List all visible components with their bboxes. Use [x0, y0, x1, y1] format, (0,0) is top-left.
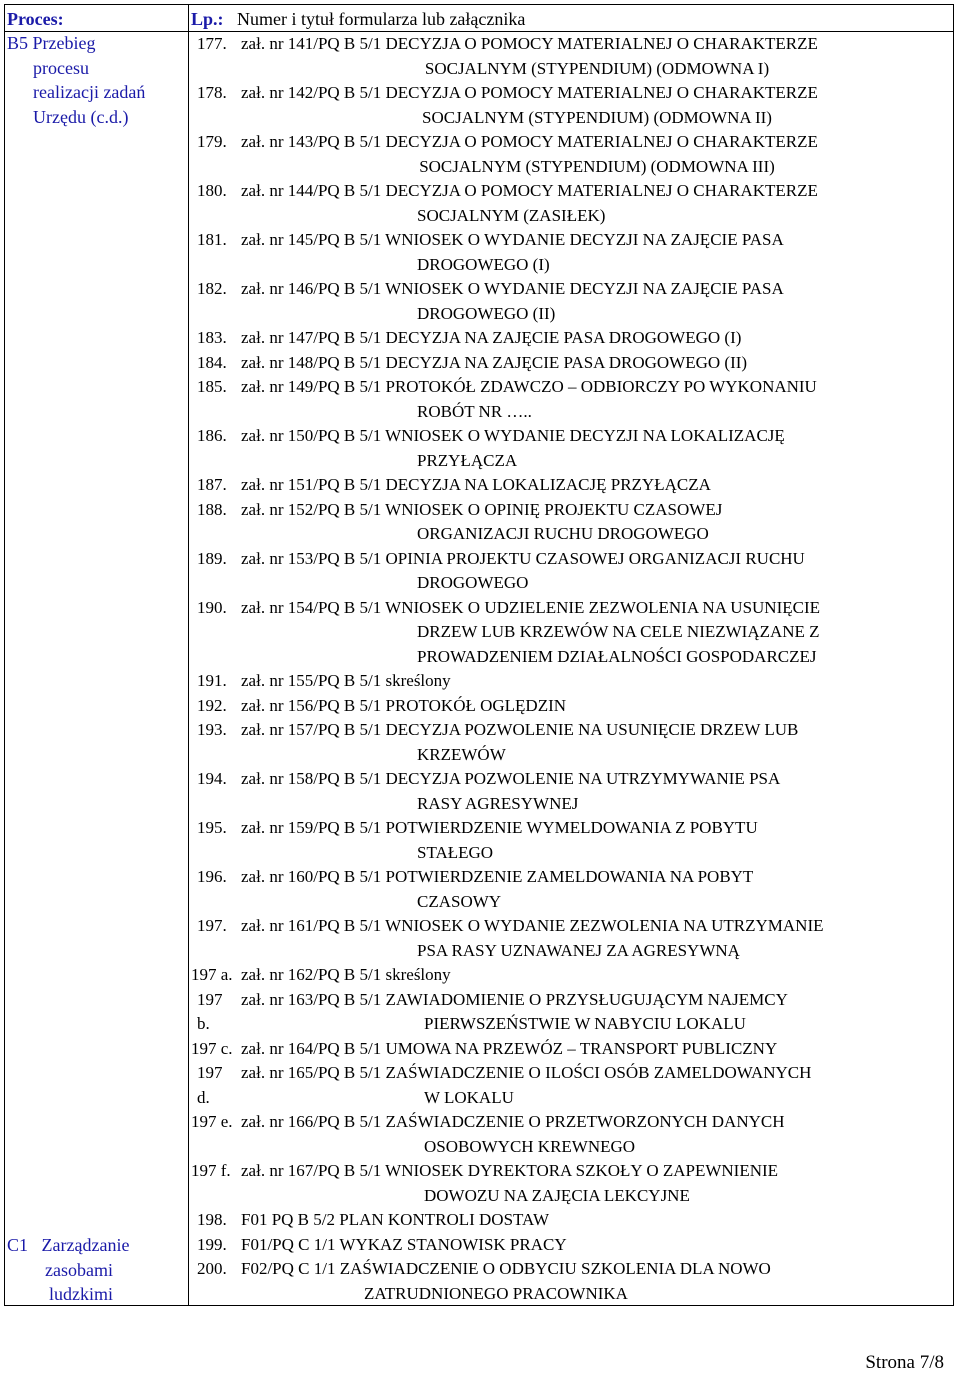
row-title-cont: PRZYŁĄCZA	[417, 450, 518, 470]
row-number: 183.	[197, 328, 227, 347]
row-title: zał. nr 153/PQ B 5/1 OPINIA PROJEKTU CZASOWEJ ORGANIZACJI RUCHU	[241, 548, 805, 568]
row-number: 191.	[197, 671, 227, 690]
table-row	[189, 375, 953, 424]
row-title: F02/PQ C 1/1 ZAŚWIADCZENIE O ODBYCIU SZKOLENIA DLA NOWO	[241, 1259, 771, 1278]
row-number: 189.	[197, 548, 227, 568]
row-title-cont: RASY AGRESYWNEJ	[417, 793, 579, 813]
row-title: F01 PQ B 5/2 PLAN KONTROLI DOSTAW	[241, 1210, 550, 1229]
row-title: zał. nr 156/PQ B 5/1 PROTOKÓŁ OGLĘDZIN	[241, 695, 567, 715]
table-row	[189, 963, 953, 988]
row-title: zał. nr 146/PQ B 5/1 WNIOSEK O WYDANIE DECYZJI NA ZAJĘCIE PASA	[241, 279, 784, 298]
row-title: zał. nr 144/PQ B 5/1 DECYZJA O POMOCY MATERIALNEJ O CHARAKTERZE	[241, 181, 818, 200]
row-title-cont: PIERWSZEŃSTWIE W NABYCIU LOKALU	[424, 1014, 746, 1033]
form-rows	[189, 32, 953, 1306]
row-number: 184.	[197, 352, 227, 372]
process-c1	[5, 1233, 187, 1307]
row-number: 198.	[197, 1210, 227, 1229]
row-number: 199.	[197, 1234, 227, 1254]
row-title: zał. nr 160/PQ B 5/1 POTWIERDZENIE ZAMELDOWANIA NA POBYT	[241, 867, 754, 886]
table-row	[189, 547, 953, 596]
table-row	[189, 1061, 953, 1110]
table-row	[189, 1208, 953, 1233]
process-line: procesu	[33, 57, 89, 78]
table-row	[189, 596, 953, 670]
table-row	[189, 179, 953, 228]
row-title: zał. nr 149/PQ B 5/1 PROTOKÓŁ ZDAWCZO – ODBIORCZY PO WYKONANIU	[241, 377, 817, 396]
table-row	[189, 865, 953, 914]
table-row	[189, 473, 953, 498]
form-list-table	[4, 4, 954, 1306]
row-number: 197 e.	[191, 1112, 233, 1131]
row-title: zał. nr 157/PQ B 5/1 DECYZJA POZWOLENIE NA USUNIĘCIE DRZEW LUB	[241, 720, 799, 739]
row-number: 180.	[197, 181, 227, 200]
header-proces: Proces:	[7, 9, 64, 29]
row-title-cont: ORGANIZACJI RUCHU DROGOWEGO	[417, 524, 709, 543]
row-title-cont: STAŁEGO	[417, 842, 494, 862]
row-title-cont: SOCJALNYM (STYPENDIUM) (ODMOWNA I)	[424, 58, 770, 78]
process-line: B5 Przebieg	[7, 33, 96, 53]
table-row	[189, 1110, 953, 1159]
process-line: ludzkimi	[49, 1284, 113, 1305]
row-title: zał. nr 155/PQ B 5/1 skreślony	[241, 671, 451, 690]
table-row	[189, 1233, 953, 1258]
row-title: zał. nr 158/PQ B 5/1 DECYZJA POZWOLENIE NA UTRZYMYWANIE PSA	[241, 769, 781, 788]
row-number: 188.	[197, 499, 227, 519]
row-title: zał. nr 147/PQ B 5/1 DECYZJA NA ZAJĘCIE PASA DROGOWEGO (I)	[241, 328, 742, 347]
row-title: zał. nr 167/PQ B 5/1 WNIOSEK DYREKTORA SZKOŁY O ZAPEWNIENIE	[241, 1161, 779, 1180]
table-row	[189, 424, 953, 473]
row-title: zał. nr 150/PQ B 5/1 WNIOSEK O WYDANIE DECYZJI NA LOKALIZACJĘ	[241, 426, 785, 445]
table-row	[189, 326, 953, 351]
process-b5	[5, 31, 187, 129]
process-line: C1 Zarządzanie	[7, 1235, 130, 1255]
table-row	[189, 1037, 953, 1062]
row-title-cont: CZASOWY	[417, 891, 502, 911]
row-number: 200.	[197, 1259, 227, 1278]
row-number: 185.	[197, 377, 227, 396]
row-number: 196.	[197, 867, 227, 886]
row-title-cont: W LOKALU	[424, 1087, 514, 1107]
header-title: Numer i tytuł formularza lub załącznika	[237, 9, 526, 29]
row-number: 186.	[197, 426, 227, 445]
row-title: zał. nr 142/PQ B 5/1 DECYZJA O POMOCY MATERIALNEJ O CHARAKTERZE	[241, 83, 818, 102]
row-number-part: d.	[197, 1087, 210, 1107]
row-number: 177.	[197, 34, 227, 53]
table-row	[189, 767, 953, 816]
row-title-cont: OSOBOWYCH KREWNEGO	[424, 1136, 636, 1156]
table-row	[189, 988, 953, 1037]
table-row	[189, 277, 953, 326]
table-row	[189, 1257, 953, 1306]
table-row	[189, 130, 953, 179]
table-row	[189, 32, 953, 81]
row-number: 197.	[197, 916, 227, 935]
row-title-cont: DOWOZU NA ZAJĘCIA LEKCYJNE	[424, 1185, 690, 1205]
row-title-cont: PROWADZENIEM DZIAŁALNOŚCI GOSPODARCZEJ	[417, 646, 817, 666]
process-line: realizacji zadań	[33, 82, 146, 103]
table-row	[189, 914, 953, 963]
row-number: 179.	[197, 132, 227, 151]
table-row	[189, 669, 953, 694]
row-title-cont: DRZEW LUB KRZEWÓW NA CELE NIEZWIĄZANE Z	[417, 622, 820, 641]
row-title: zał. nr 154/PQ B 5/1 WNIOSEK O UDZIELENIE ZEZWOLENIA NA USUNIĘCIE	[241, 597, 821, 617]
table-row	[189, 718, 953, 767]
row-number: 195.	[197, 818, 227, 837]
row-title: zał. nr 143/PQ B 5/1 DECYZJA O POMOCY MATERIALNEJ O CHARAKTERZE	[241, 132, 818, 151]
row-title: zał. nr 152/PQ B 5/1 WNIOSEK O OPINIĘ PROJEKTU CZASOWEJ	[241, 499, 723, 519]
row-title: zał. nr 151/PQ B 5/1 DECYZJA NA LOKALIZACJĘ PRZYŁĄCZA	[241, 475, 711, 494]
row-number: 197 f.	[191, 1161, 231, 1180]
row-number: 187.	[197, 475, 227, 494]
row-number: 193.	[197, 720, 227, 739]
table-row	[189, 694, 953, 719]
row-title-cont: KRZEWÓW	[417, 744, 506, 764]
row-number-part: 197	[197, 989, 223, 1009]
table-row	[189, 498, 953, 547]
row-number-part: 197	[197, 1063, 223, 1082]
row-title: zał. nr 161/PQ B 5/1 WNIOSEK O WYDANIE ZEZWOLENIA NA UTRZYMANIE	[241, 916, 824, 935]
process-line: zasobami	[45, 1259, 113, 1280]
row-number	[197, 1061, 241, 1110]
row-title: zał. nr 163/PQ B 5/1 ZAWIADOMIENIE O PRZYSŁUGUJĄCYM NAJEMCY	[241, 989, 788, 1009]
table-row	[189, 228, 953, 277]
row-title: zał. nr 165/PQ B 5/1 ZAŚWIADCZENIE O ILOŚCI OSÓB ZAMELDOWANYCH	[241, 1063, 812, 1082]
row-title: zał. nr 145/PQ B 5/1 WNIOSEK O WYDANIE DECYZJI NA ZAJĘCIE PASA	[241, 230, 784, 249]
row-title: F01/PQ C 1/1 WYKAZ STANOWISK PRACY	[241, 1234, 567, 1254]
table-row	[189, 1159, 953, 1208]
row-title-cont: SOCJALNYM (STYPENDIUM) (ODMOWNA II)	[422, 107, 772, 127]
row-title: zał. nr 162/PQ B 5/1 skreślony	[241, 965, 451, 984]
row-number-part: b.	[197, 1014, 210, 1033]
row-number: 182.	[197, 279, 227, 298]
row-title: zał. nr 166/PQ B 5/1 ZAŚWIADCZENIE O PRZETWORZONYCH DANYCH	[241, 1112, 785, 1131]
row-number: 190.	[197, 597, 227, 617]
row-number: 178.	[197, 83, 227, 102]
page-number: Strona 7/8	[865, 1352, 944, 1373]
row-number	[197, 988, 241, 1037]
row-title: zał. nr 164/PQ B 5/1 UMOWA NA PRZEWÓZ – TRANSPORT PUBLICZNY	[241, 1038, 778, 1058]
table-row	[189, 81, 953, 130]
row-title: zał. nr 148/PQ B 5/1 DECYZJA NA ZAJĘCIE PASA DROGOWEGO (II)	[241, 352, 748, 372]
row-number: 181.	[197, 230, 227, 249]
row-title-cont: DROGOWEGO	[417, 573, 529, 592]
row-title-cont: ROBÓT NR …..	[417, 401, 532, 421]
row-title-cont: SOCJALNYM (ZASIŁEK)	[417, 205, 606, 225]
table-row	[189, 351, 953, 376]
row-title-cont: DROGOWEGO (II)	[417, 303, 556, 323]
row-number: 197 c.	[191, 1038, 233, 1058]
row-number: 197 a.	[191, 965, 233, 984]
row-title-cont: SOCJALNYM (STYPENDIUM) (ODMOWNA III)	[419, 156, 775, 176]
row-title: zał. nr 141/PQ B 5/1 DECYZJA O POMOCY MATERIALNEJ O CHARAKTERZE	[241, 34, 818, 53]
row-title-cont: DROGOWEGO (I)	[417, 254, 550, 274]
table-row	[189, 816, 953, 865]
row-number: 194.	[197, 769, 227, 788]
header-lp: Lp.:	[191, 9, 224, 29]
row-number: 192.	[197, 695, 227, 715]
row-title-cont: PSA RASY UZNAWANEJ ZA AGRESYWNĄ	[417, 940, 740, 960]
row-title: zał. nr 159/PQ B 5/1 POTWIERDZENIE WYMELDOWANIA Z POBYTU	[241, 818, 758, 837]
process-line: Urzędu (c.d.)	[33, 106, 129, 127]
row-title-cont: ZATRUDNIONEGO PRACOWNIKA	[364, 1283, 628, 1303]
